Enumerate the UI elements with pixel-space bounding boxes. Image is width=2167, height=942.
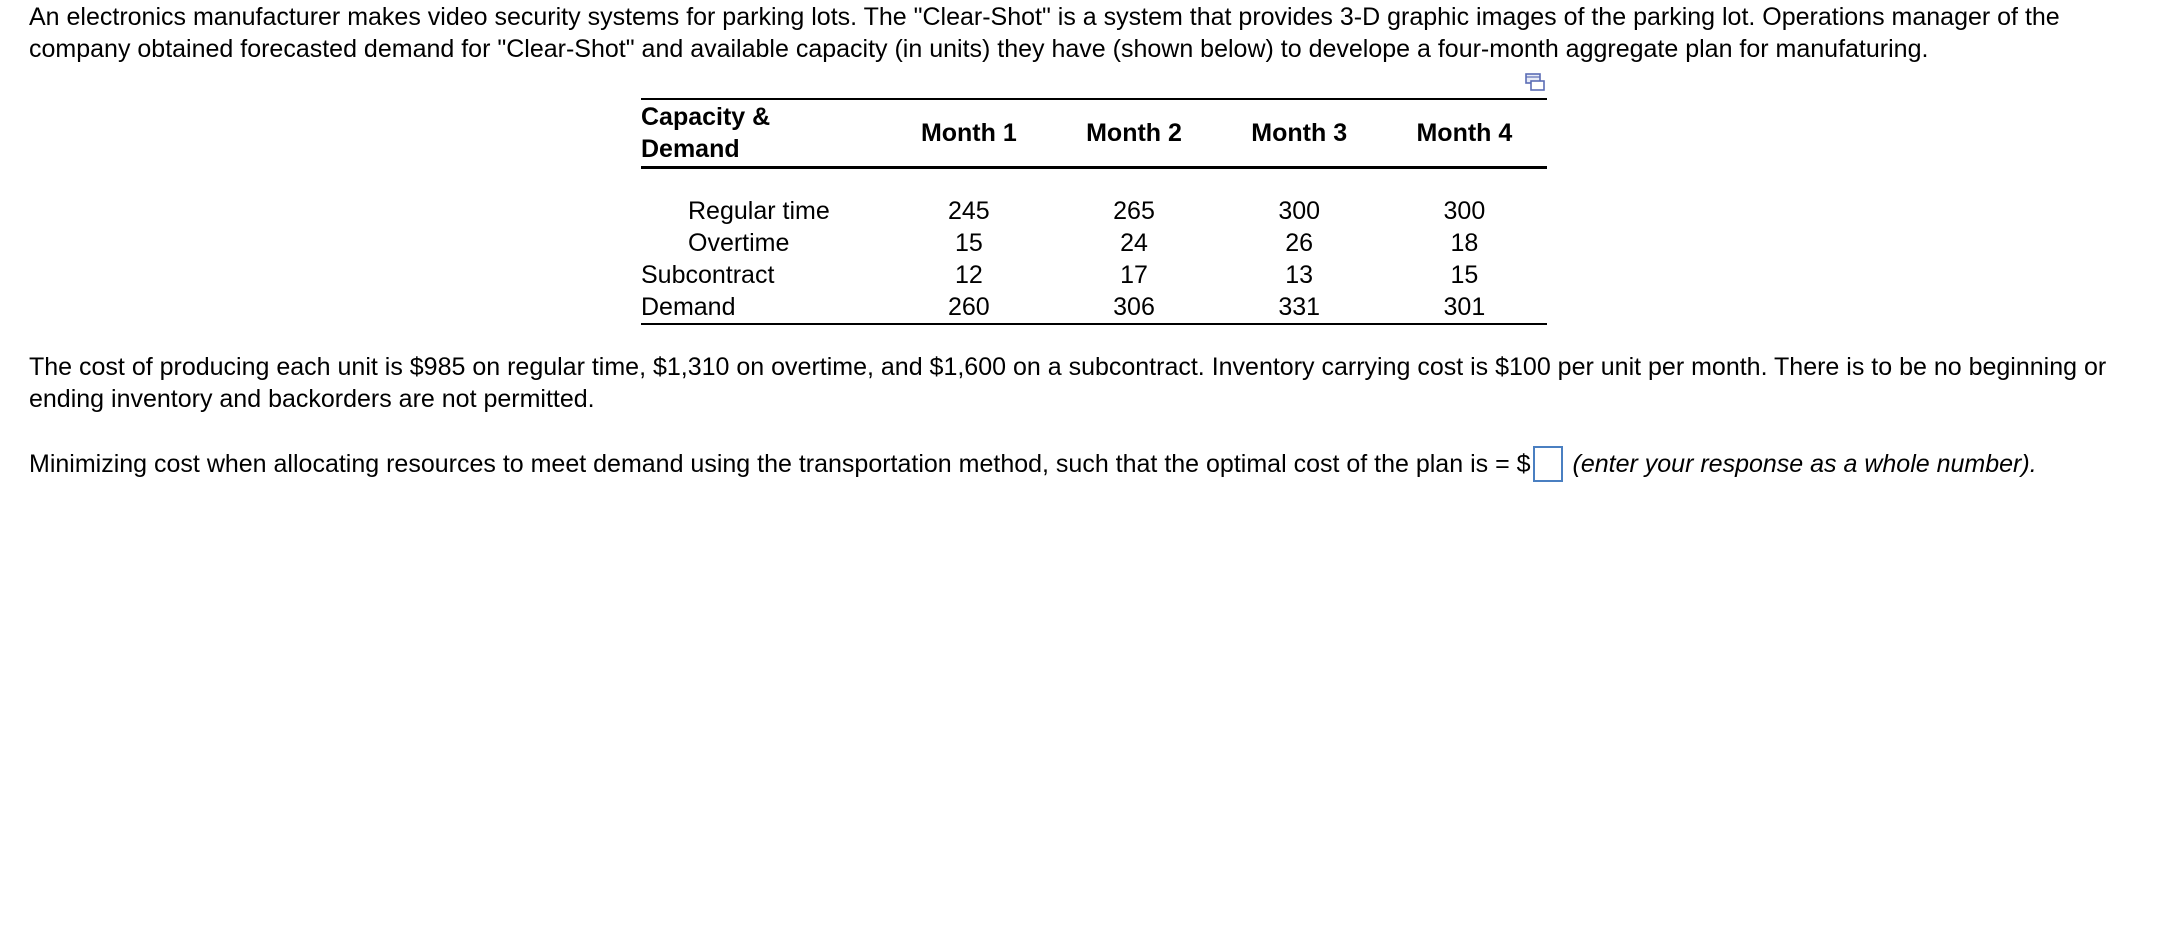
corner-header	[641, 99, 886, 168]
table-cell: 12	[954, 261, 983, 289]
table-row-subcontract	[641, 259, 1547, 291]
problem-intro: An electronics manufacturer makes video security systems for parking lots. The "Clear-Shot" is a system that provides 3-D graphic images of the parking lot. Operations manager of the company obtained forecasted demand for "Clear-Shot" and available capacity (in units) they have (shown below) to develope a four-month aggregate plan for manufaturing.	[29, 3, 2060, 63]
table-cell: 17	[1120, 261, 1148, 289]
row-label-demand: Demand	[641, 291, 886, 324]
table-cell: 18	[1450, 229, 1479, 257]
answer-format-hint: (enter your response as a whole number).	[1572, 450, 2037, 478]
question-line	[29, 444, 2037, 484]
row-label-regular-time: Regular time	[688, 197, 830, 225]
table-cell: 300	[1443, 197, 1486, 225]
corner-header-text: Capacity & Demand	[641, 103, 771, 163]
table-cell: 260	[886, 291, 1051, 324]
table-row-overtime	[641, 227, 1547, 259]
table-cell: 306	[1051, 291, 1216, 324]
question-text: Minimizing cost when allocating resources to meet demand using the transportation method, such that the optimal cost of the plan is = $	[29, 450, 1531, 478]
cost-description: The cost of producing each unit is $985 on regular time, $1,310 on overtime, and $1,600 on a subcontract. Inventory carrying cost is $100 per unit per month. There is to be no beginning or ending inventory and backorders are not permitted.	[29, 353, 2107, 413]
capacity-demand-table-container	[641, 98, 1547, 325]
table-cell: 13	[1285, 261, 1314, 289]
table-cell: 24	[1120, 229, 1148, 257]
table-cell: 265	[1113, 197, 1155, 225]
table-row-regular-time	[641, 168, 1547, 228]
row-label-overtime: Overtime	[688, 229, 790, 257]
month-2-header: Month 2	[1051, 99, 1216, 168]
optimal-cost-answer-input[interactable]	[1533, 446, 1563, 482]
expand-table-icon[interactable]	[1524, 71, 1546, 93]
table-cell: 15	[954, 229, 983, 257]
table-cell: 15	[1450, 261, 1479, 289]
month-4-header: Month 4	[1382, 99, 1547, 168]
table-cell: 301	[1382, 291, 1547, 324]
table-header-row	[641, 99, 1547, 168]
table-cell: 26	[1285, 229, 1314, 257]
capacity-demand-table	[641, 98, 1547, 325]
month-3-header: Month 3	[1217, 99, 1382, 168]
table-cell: 245	[947, 197, 990, 225]
row-label-subcontract: Subcontract	[641, 261, 775, 289]
table-row-demand	[641, 291, 1547, 324]
table-cell: 300	[1278, 197, 1321, 225]
month-1-header: Month 1	[886, 99, 1051, 168]
table-cell: 331	[1217, 291, 1382, 324]
